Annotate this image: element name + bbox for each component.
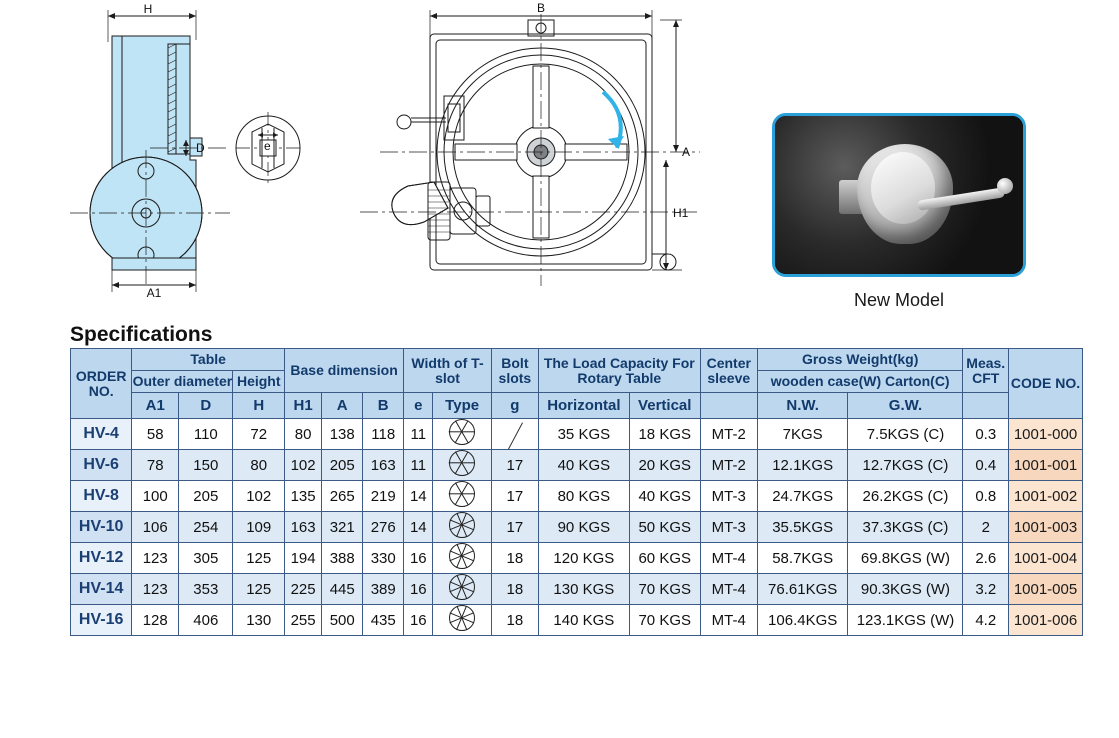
cell-gw: 123.1KGS (W) — [848, 605, 963, 636]
header-row-1 — [71, 349, 1083, 371]
header-table-group: Table — [132, 349, 285, 371]
dim-label-B: B — [536, 1, 546, 15]
dim-label-H: H — [143, 2, 153, 16]
header-outer-diameter: Outer diameter — [132, 371, 233, 393]
cell-nw: 58.7KGS — [757, 543, 848, 574]
cell-h: 72 — [233, 419, 285, 450]
cell-gw: 69.8KGS (W) — [848, 543, 963, 574]
cell-d: 150 — [179, 450, 233, 481]
cell-vertical: 50 KGS — [629, 512, 700, 543]
cell-vertical: 70 KGS — [629, 574, 700, 605]
cell-d: 205 — [179, 481, 233, 512]
cell-order: HV-12 — [71, 543, 132, 574]
cell-code: 1001-000 — [1009, 419, 1083, 450]
dim-label-D: D — [196, 141, 205, 155]
cell-meas: 0.8 — [963, 481, 1009, 512]
cell-nw: 12.1KGS — [757, 450, 848, 481]
cell-vertical: 40 KGS — [629, 481, 700, 512]
header-sub-horizontal: Horizontal — [538, 393, 629, 419]
cell-code: 1001-005 — [1009, 574, 1083, 605]
cell-nw: 35.5KGS — [757, 512, 848, 543]
header-center-sleeve: Center sleeve — [700, 349, 757, 393]
cell-nw: 76.61KGS — [757, 574, 848, 605]
cell-d: 353 — [179, 574, 233, 605]
table-row — [71, 450, 1083, 481]
cell-sleeve: MT-2 — [700, 419, 757, 450]
table-row — [71, 481, 1083, 512]
cell-gw: 12.7KGS (C) — [848, 450, 963, 481]
cell-type — [433, 574, 491, 605]
cell-meas: 0.3 — [963, 419, 1009, 450]
cell-a: 321 — [322, 512, 363, 543]
cell-nw: 24.7KGS — [757, 481, 848, 512]
tslot-type-icon — [449, 481, 475, 507]
header-bolt-slots: Bolt slots — [491, 349, 538, 393]
header-sub-a1: A1 — [132, 393, 179, 419]
header-row-3 — [71, 393, 1083, 419]
specifications-table — [70, 348, 1083, 636]
photo-knob — [997, 178, 1013, 194]
cell-h1: 135 — [285, 481, 322, 512]
cell-d: 110 — [179, 419, 233, 450]
cell-a: 265 — [322, 481, 363, 512]
cell-meas: 2 — [963, 512, 1009, 543]
cell-meas: 4.2 — [963, 605, 1009, 636]
dim-label-A1: A1 — [146, 286, 162, 300]
cell-nw: 7KGS — [757, 419, 848, 450]
dim-label-A: A — [682, 145, 691, 159]
cell-g: 17 — [491, 512, 538, 543]
cell-a: 500 — [322, 605, 363, 636]
header-sub-b: B — [363, 393, 404, 419]
header-sub-g: g — [491, 393, 538, 419]
cell-a: 205 — [322, 450, 363, 481]
tslot-type-icon — [449, 419, 475, 445]
cell-horizontal: 40 KGS — [538, 450, 629, 481]
product-photo — [775, 116, 1023, 274]
cell-h1: 80 — [285, 419, 322, 450]
table-header — [71, 349, 1083, 419]
cell-e: 16 — [404, 574, 433, 605]
cell-nw: 106.4KGS — [757, 605, 848, 636]
cell-a1: 128 — [132, 605, 179, 636]
cell-vertical: 60 KGS — [629, 543, 700, 574]
cell-a1: 58 — [132, 419, 179, 450]
cell-order: HV-6 — [71, 450, 132, 481]
header-sub-d: D — [179, 393, 233, 419]
product-photo-panel — [772, 113, 1026, 277]
cell-g: 18 — [491, 605, 538, 636]
header-sub-type: Type — [433, 393, 491, 419]
cell-sleeve: MT-3 — [700, 481, 757, 512]
photo-table-face — [871, 152, 935, 224]
dim-label-e: e — [264, 139, 271, 153]
cell-g: 18 — [491, 574, 538, 605]
cell-d: 254 — [179, 512, 233, 543]
table-row — [71, 574, 1083, 605]
cell-sleeve: MT-4 — [700, 605, 757, 636]
tslot-type-icon — [449, 605, 475, 631]
cell-e: 11 — [404, 450, 433, 481]
header-height: Height — [233, 371, 285, 393]
cell-code: 1001-004 — [1009, 543, 1083, 574]
header-gross-weight: Gross Weight(kg) — [757, 349, 963, 371]
cell-gw: 26.2KGS (C) — [848, 481, 963, 512]
cell-b: 435 — [363, 605, 404, 636]
cell-a1: 78 — [132, 450, 179, 481]
cell-vertical: 20 KGS — [629, 450, 700, 481]
cell-h: 130 — [233, 605, 285, 636]
cell-order: HV-8 — [71, 481, 132, 512]
cell-gw: 37.3KGS (C) — [848, 512, 963, 543]
header-sub-a: A — [322, 393, 363, 419]
cell-h1: 102 — [285, 450, 322, 481]
cell-sleeve: MT-4 — [700, 543, 757, 574]
cell-a1: 123 — [132, 574, 179, 605]
cell-g: 17 — [491, 481, 538, 512]
cell-e: 16 — [404, 605, 433, 636]
cell-b: 389 — [363, 574, 404, 605]
cell-horizontal: 140 KGS — [538, 605, 629, 636]
cell-sleeve: MT-4 — [700, 574, 757, 605]
tslot-type-icon — [449, 574, 475, 600]
dim-label-H1: H1 — [673, 206, 689, 220]
cell-type — [433, 512, 491, 543]
header-load-capacity: The Load Capacity For Rotary Table — [538, 349, 700, 393]
cell-order: HV-14 — [71, 574, 132, 605]
cell-h: 125 — [233, 574, 285, 605]
cell-order: HV-4 — [71, 419, 132, 450]
cell-sleeve: MT-3 — [700, 512, 757, 543]
cell-g: 18 — [491, 543, 538, 574]
cell-e: 14 — [404, 512, 433, 543]
cell-e: 16 — [404, 543, 433, 574]
cell-a1: 123 — [132, 543, 179, 574]
header-width-of-tslot: Width of T-slot — [404, 349, 492, 393]
cell-order: HV-10 — [71, 512, 132, 543]
photo-caption: New Model — [853, 290, 945, 310]
header-sub-e: e — [404, 393, 433, 419]
header-sub-h: H — [233, 393, 285, 419]
cell-horizontal: 90 KGS — [538, 512, 629, 543]
table-row — [71, 512, 1083, 543]
cell-a: 138 — [322, 419, 363, 450]
header-sub-vertical: Vertical — [629, 393, 700, 419]
header-sub-center-sleeve — [700, 393, 757, 419]
cell-order: HV-16 — [71, 605, 132, 636]
header-gross-weight-sub: wooden case(W) Carton(C) — [757, 371, 963, 393]
page-title: Specifications — [70, 323, 213, 346]
cell-type — [433, 605, 491, 636]
cell-d: 406 — [179, 605, 233, 636]
cell-h1: 225 — [285, 574, 322, 605]
cell-h: 80 — [233, 450, 285, 481]
cell-h1: 163 — [285, 512, 322, 543]
cell-vertical: 70 KGS — [629, 605, 700, 636]
cell-d: 305 — [179, 543, 233, 574]
cell-h: 125 — [233, 543, 285, 574]
header-sub-meas — [963, 393, 1009, 419]
cell-g — [491, 419, 538, 450]
cell-horizontal: 35 KGS — [538, 419, 629, 450]
header-base-dimension: Base dimension — [285, 349, 404, 393]
cell-h: 109 — [233, 512, 285, 543]
specifications-table-wrap — [70, 348, 1083, 636]
cell-code: 1001-001 — [1009, 450, 1083, 481]
cell-horizontal: 80 KGS — [538, 481, 629, 512]
cell-vertical: 18 KGS — [629, 419, 700, 450]
cell-type — [433, 481, 491, 512]
cell-h1: 194 — [285, 543, 322, 574]
cell-code: 1001-006 — [1009, 605, 1083, 636]
cell-a: 445 — [322, 574, 363, 605]
table-row — [71, 605, 1083, 636]
cell-h1: 255 — [285, 605, 322, 636]
cell-b: 163 — [363, 450, 404, 481]
tslot-type-icon — [449, 512, 475, 538]
cell-type — [433, 450, 491, 481]
cell-gw: 7.5KGS (C) — [848, 419, 963, 450]
tslot-type-icon — [449, 450, 475, 476]
cell-e: 11 — [404, 419, 433, 450]
cell-meas: 0.4 — [963, 450, 1009, 481]
cell-horizontal: 120 KGS — [538, 543, 629, 574]
empty-slash-icon — [492, 417, 538, 447]
cell-meas: 2.6 — [963, 543, 1009, 574]
header-sub-nw: N.W. — [757, 393, 848, 419]
cell-type — [433, 543, 491, 574]
header-sub-h1: H1 — [285, 393, 322, 419]
table-body — [71, 419, 1083, 636]
cell-b: 118 — [363, 419, 404, 450]
cell-meas: 3.2 — [963, 574, 1009, 605]
cell-g: 17 — [491, 450, 538, 481]
header-order-no: ORDER NO. — [71, 349, 132, 419]
table-row — [71, 543, 1083, 574]
cell-a: 388 — [322, 543, 363, 574]
cell-code: 1001-002 — [1009, 481, 1083, 512]
tslot-type-icon — [449, 543, 475, 569]
cell-type — [433, 419, 491, 450]
cell-sleeve: MT-2 — [700, 450, 757, 481]
cell-a1: 100 — [132, 481, 179, 512]
cell-e: 14 — [404, 481, 433, 512]
table-row — [71, 419, 1083, 450]
cell-h: 102 — [233, 481, 285, 512]
cell-gw: 90.3KGS (W) — [848, 574, 963, 605]
header-meas-cft: Meas. CFT — [963, 349, 1009, 393]
cell-horizontal: 130 KGS — [538, 574, 629, 605]
cell-b: 276 — [363, 512, 404, 543]
header-code-no: CODE NO. — [1009, 349, 1083, 419]
cell-b: 330 — [363, 543, 404, 574]
header-sub-gw: G.W. — [848, 393, 963, 419]
cell-code: 1001-003 — [1009, 512, 1083, 543]
technical-drawings — [0, 0, 1119, 325]
cell-b: 219 — [363, 481, 404, 512]
cell-a1: 106 — [132, 512, 179, 543]
